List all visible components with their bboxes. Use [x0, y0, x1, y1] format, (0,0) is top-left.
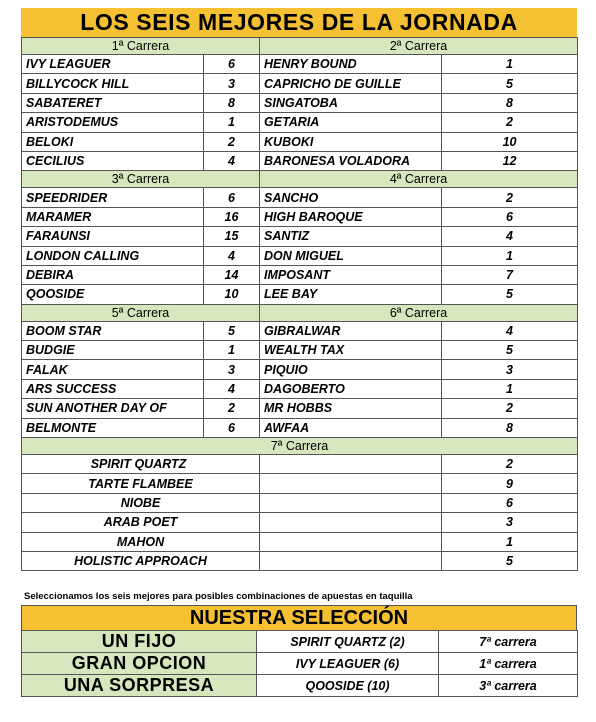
- horse-name: WEALTH TAX: [260, 341, 442, 360]
- horse-number: 3: [442, 360, 578, 379]
- horse-name: SINGATOBA: [260, 93, 442, 112]
- race-header-7: 7ª Carrera: [22, 438, 578, 455]
- horse-number: 1: [442, 55, 578, 74]
- horse-number: 2: [204, 399, 260, 418]
- selection-label: GRAN OPCION: [22, 653, 257, 675]
- horse-number: 5: [442, 285, 578, 304]
- horse-number: 7: [442, 265, 578, 284]
- race-header-2: 2ª Carrera: [260, 38, 578, 55]
- horse-number: 15: [204, 227, 260, 246]
- horse-name: PIQUIO: [260, 360, 442, 379]
- horse-number: 10: [204, 285, 260, 304]
- horse-number: 8: [442, 418, 578, 437]
- selection-label: UN FIJO: [22, 631, 257, 653]
- horse-number: 4: [204, 379, 260, 398]
- horse-number: 9: [442, 474, 578, 493]
- horse-name: BELMONTE: [22, 418, 204, 437]
- races-1-2-table: [21, 37, 578, 571]
- selection-note: Seleccionamos los seis mejores para posibles combinaciones de apuestas en taquilla: [24, 591, 413, 602]
- race-header-1: 1ª Carrera: [22, 38, 260, 55]
- horse-number: 2: [204, 132, 260, 151]
- race-header-4: 4ª Carrera: [260, 171, 578, 188]
- horse-name: SPIRIT QUARTZ: [22, 455, 260, 474]
- horse-number: 1: [442, 532, 578, 551]
- horse-name: SPEEDRIDER: [22, 188, 204, 207]
- horse-name: SANCHO: [260, 188, 442, 207]
- horse-number: 14: [204, 265, 260, 284]
- horse-name: FARAUNSI: [22, 227, 204, 246]
- horse-number: 6: [204, 55, 260, 74]
- horse-number: 3: [204, 74, 260, 93]
- selection-label: UNA SORPRESA: [22, 675, 257, 697]
- horse-number: 1: [442, 379, 578, 398]
- horse-name: DON MIGUEL: [260, 246, 442, 265]
- horse-name: SUN ANOTHER DAY OF: [22, 399, 204, 418]
- horse-number: 16: [204, 207, 260, 226]
- selection-race: 7ª carrera: [439, 631, 578, 653]
- selection-race: 3ª carrera: [439, 675, 578, 697]
- horse-name: CECILIUS: [22, 151, 204, 170]
- horse-name: SANTIZ: [260, 227, 442, 246]
- horse-number: 3: [204, 360, 260, 379]
- horse-name: BUDGIE: [22, 341, 204, 360]
- horse-name: QOOSIDE: [22, 285, 204, 304]
- selection-box: [21, 605, 577, 697]
- horse-number: 4: [204, 151, 260, 170]
- horse-name: CAPRICHO DE GUILLE: [260, 74, 442, 93]
- horse-name: NIOBE: [22, 493, 260, 512]
- horse-number: 2: [442, 399, 578, 418]
- horse-name: IMPOSANT: [260, 265, 442, 284]
- horse-name: MR HOBBS: [260, 399, 442, 418]
- race-header-6: 6ª Carrera: [260, 304, 578, 321]
- horse-name: MAHON: [22, 532, 260, 551]
- horse-number: 5: [442, 74, 578, 93]
- horse-name: SABATERET: [22, 93, 204, 112]
- horse-number: 8: [204, 93, 260, 112]
- horse-number: 2: [442, 188, 578, 207]
- horse-number: 3: [442, 513, 578, 532]
- horse-number: 2: [442, 113, 578, 132]
- horse-number: 1: [442, 246, 578, 265]
- horse-name: AWFAA: [260, 418, 442, 437]
- horse-number: 4: [442, 227, 578, 246]
- horse-name: BOOM STAR: [22, 321, 204, 340]
- horse-name: IVY LEAGUER: [22, 55, 204, 74]
- selection-horse: QOOSIDE (10): [257, 675, 439, 697]
- horse-name: HIGH BAROQUE: [260, 207, 442, 226]
- selection-table: [21, 630, 578, 697]
- horse-number: 6: [442, 207, 578, 226]
- horse-name: ARAB POET: [22, 513, 260, 532]
- horse-name: BELOKI: [22, 132, 204, 151]
- horse-number: 4: [442, 321, 578, 340]
- race-header-5: 5ª Carrera: [22, 304, 260, 321]
- horse-name: DAGOBERTO: [260, 379, 442, 398]
- horse-name: KUBOKI: [260, 132, 442, 151]
- horse-name: ARS SUCCESS: [22, 379, 204, 398]
- horse-number: 5: [204, 321, 260, 340]
- horse-number: 1: [204, 341, 260, 360]
- horse-name: LONDON CALLING: [22, 246, 204, 265]
- horse-number: 10: [442, 132, 578, 151]
- horse-name: GIBRALWAR: [260, 321, 442, 340]
- selection-race: 1ª carrera: [439, 653, 578, 675]
- horse-name: GETARIA: [260, 113, 442, 132]
- horse-name: HENRY BOUND: [260, 55, 442, 74]
- horse-name: BARONESA VOLADORA: [260, 151, 442, 170]
- horse-number: 4: [204, 246, 260, 265]
- selection-horse: SPIRIT QUARTZ (2): [257, 631, 439, 653]
- horse-name: ARISTODEMUS: [22, 113, 204, 132]
- page-title: LOS SEIS MEJORES DE LA JORNADA: [21, 8, 577, 37]
- horse-name: HOLISTIC APPROACH: [22, 551, 260, 570]
- horse-number: 2: [442, 455, 578, 474]
- horse-name: DEBIRA: [22, 265, 204, 284]
- horse-number: 5: [442, 551, 578, 570]
- horse-name: TARTE FLAMBEE: [22, 474, 260, 493]
- horse-number: 8: [442, 93, 578, 112]
- selection-title: NUESTRA SELECCIÓN: [21, 605, 577, 630]
- horse-number: 1: [204, 113, 260, 132]
- horse-number: 12: [442, 151, 578, 170]
- horse-name: BILLYCOCK HILL: [22, 74, 204, 93]
- horse-name: LEE BAY: [260, 285, 442, 304]
- horse-number: 6: [442, 493, 578, 512]
- horse-name: MARAMER: [22, 207, 204, 226]
- horse-name: FALAK: [22, 360, 204, 379]
- horse-number: 6: [204, 188, 260, 207]
- selection-horse: IVY LEAGUER (6): [257, 653, 439, 675]
- horse-number: 6: [204, 418, 260, 437]
- race-header-3: 3ª Carrera: [22, 171, 260, 188]
- horse-number: 5: [442, 341, 578, 360]
